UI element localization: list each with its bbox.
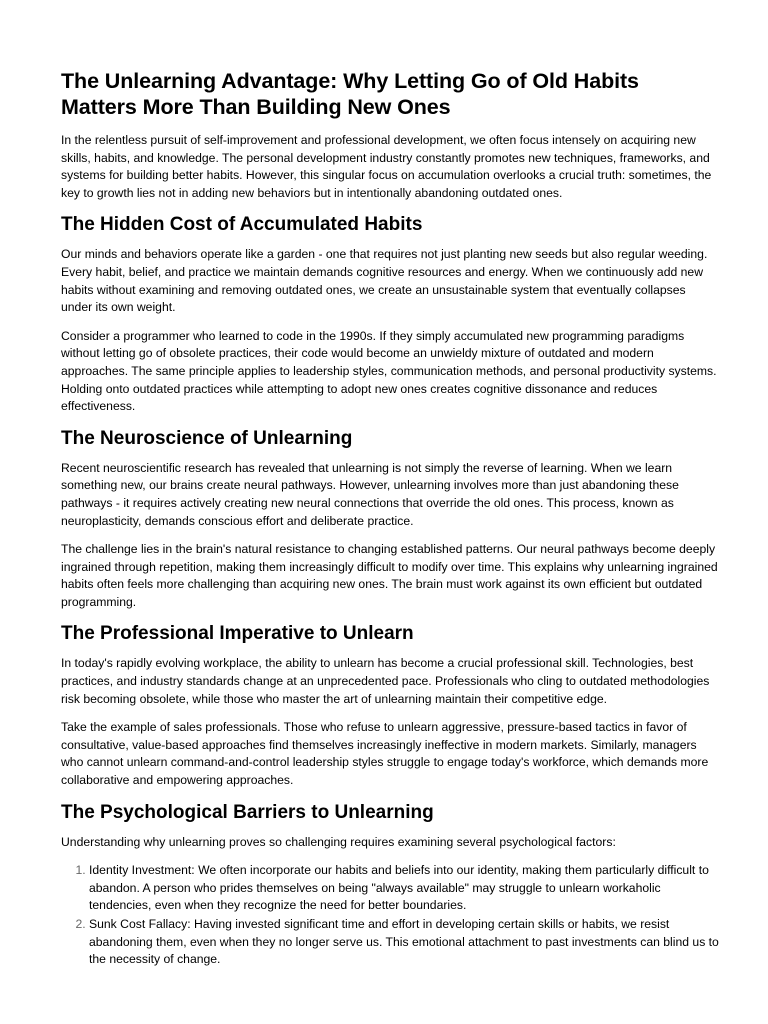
section-heading: The Hidden Cost of Accumulated Habits — [61, 214, 423, 236]
barriers-list — [61, 862, 720, 969]
list-item: 1. Identity Investment: We often incorporate our habits and beliefs into our identity, making them particularly difficult to abandon. A person who prides themselves on being "always available" may struggle to unlearn workaholic tendencies, even when they recognize the need for better boundaries. — [89, 862, 720, 915]
article-title: The Unlearning Advantage: Why Letting Go of Old Habits Matters More Than Building New Ones — [61, 69, 639, 119]
section-paragraph: Understanding why unlearning proves so challenging requires examining several psychological factors: — [61, 834, 616, 849]
section-psychological-barriers — [61, 801, 720, 969]
section-paragraph: The challenge lies in the brain's natural resistance to changing established patterns. Our neural pathways become deeply ingrained through repetition, making them increasingly difficult to modify over time. This explains why unlearning ingrained habits often feels more challenging than acquiring new ones. The brain must work against its own efficient but outdated programming. — [61, 542, 718, 609]
section-heading: The Psychological Barriers to Unlearning — [61, 801, 434, 823]
section-heading: The Professional Imperative to Unlearn — [61, 623, 414, 645]
section-paragraph: Recent neuroscientific research has revealed that unlearning is not simply the reverse of learning. When we learn something new, our brains create neural pathways. However, unlearning involves more than just abandoning these pathways - it requires actively creating new neural connections that override the old ones. This process, known as neuroplasticity, demands conscious effort and deliberate practice. — [61, 460, 679, 528]
list-item: 2. Sunk Cost Fallacy: Having invested significant time and effort in developing certain skills or habits, we resist abandoning them, even when they no longer serve us. This emotional attachment to past investments can blind us to the necessity of change. — [89, 916, 720, 969]
section-paragraph: Our minds and behaviors operate like a garden - one that requires not just planting new seeds but also regular weeding. Every habit, belief, and practice we maintain demands cognitive resources and energy. When we continuously add new habits without examining and removing outdated ones, we create an unsustainable system that eventually collapses under its own weight. — [61, 247, 708, 315]
section-hidden-cost — [61, 213, 720, 415]
section-paragraph: In today's rapidly evolving workplace, the ability to unlearn has become a crucial professional skill. Technologies, best practices, and industry standards change at an unprecedented pace. Professionals who cling to outdated methodologies risk becoming obsolete, while those who master the art of unlearning maintain their competitive edge. — [61, 656, 710, 706]
section-heading: The Neuroscience of Unlearning — [61, 427, 353, 449]
section-paragraph: Take the example of sales professionals. Those who refuse to unlearn aggressive, pressure-based tactics in favor of consultative, value-based approaches find themselves increasingly ineffective in modern markets. Similarly, managers who cannot unlearn command-and-control leadership styles struggle to engage today's workforce, which demands more collaborative and empowering approaches. — [61, 720, 709, 788]
section-neuroscience — [61, 427, 720, 612]
section-professional-imperative — [61, 622, 720, 789]
intro-paragraph: In the relentless pursuit of self-improvement and professional development, we often focus intensely on acquiring new skills, habits, and knowledge. The personal development industry constantly promotes new techniques, frameworks, and systems for building better habits. However, this singular focus on accumulation overlooks a crucial truth: sometimes, the key to growth lies not in adding new behaviors but in intentionally abandoning outdated ones. — [61, 133, 712, 200]
section-paragraph: Consider a programmer who learned to code in the 1990s. If they simply accumulated new programming paradigms without letting go of obsolete practices, their code would become an unwieldy mixture of outdated and modern approaches. The same principle applies to leadership styles, communication methods, and personal productivity systems. Holding onto outdated practices while attempting to adopt new ones creates cognitive dissonance and reduces effectiveness. — [61, 328, 717, 414]
